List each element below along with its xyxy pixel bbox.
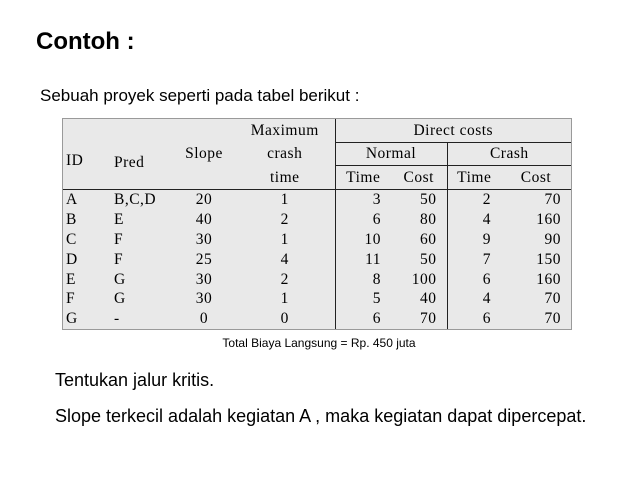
cell-crash-cost: 70	[501, 190, 571, 210]
cell-pred: E	[114, 211, 124, 229]
cell-max-crash-time: 1	[235, 190, 335, 210]
header-normal: Normal	[335, 142, 447, 166]
cell-id: C	[66, 231, 77, 249]
cell-id: G	[66, 310, 78, 328]
table-row	[63, 289, 571, 309]
cell-max-crash-time: 4	[280, 250, 289, 268]
cell-max-crash-time: 2	[280, 270, 289, 288]
table-row	[63, 190, 571, 210]
table-row	[63, 250, 571, 270]
cell-normal-time: 3	[335, 190, 391, 210]
cell-crash-time: 6	[447, 309, 501, 329]
cell-crash-cost: 90	[544, 231, 562, 249]
cell-normal-time: 8	[335, 270, 391, 290]
header-pred: Pred	[114, 154, 145, 172]
cell-crash-cost: 160	[536, 270, 562, 288]
project-table-image	[62, 118, 572, 330]
cell-crash-time: 4	[447, 289, 501, 309]
cell-normal-cost: 60	[420, 231, 437, 249]
cell-normal-cost: 50	[420, 250, 437, 268]
cell-crash-time: 6	[447, 270, 501, 290]
cell-id: A	[63, 190, 111, 210]
header-crash: Crash	[447, 142, 571, 166]
cell-crash-time: 9	[447, 230, 501, 250]
cell-id: E	[66, 270, 76, 288]
table-row	[63, 270, 571, 290]
table-row	[63, 309, 571, 329]
cell-slope: 30	[195, 270, 213, 288]
total-cost-caption: Total Biaya Langsung = Rp. 450 juta	[222, 336, 416, 350]
header-max-line3: time	[269, 168, 300, 186]
cell-slope: 0	[199, 310, 209, 328]
cell-slope: 30	[195, 290, 213, 308]
cell-crash-cost: 150	[536, 250, 562, 268]
intro-text: Sebuah proyek seperti pada tabel berikut :	[40, 86, 360, 105]
header-slope: Slope	[185, 145, 223, 163]
cell-slope: 20	[173, 190, 235, 210]
cell-crash-time: 7	[447, 250, 501, 270]
cell-crash-time: 2	[447, 190, 501, 210]
header-max-line1: Maximum	[250, 121, 319, 139]
cell-normal-time: 6	[335, 210, 391, 230]
cell-normal-time: 11	[335, 250, 391, 270]
cell-slope: 25	[195, 250, 213, 268]
cell-max-crash-time: 1	[280, 290, 289, 308]
cell-normal-cost: 50	[391, 190, 447, 210]
cell-pred: F	[114, 250, 124, 268]
cell-pred: -	[114, 310, 120, 328]
cell-crash-cost: 70	[544, 290, 562, 308]
table-body	[63, 190, 571, 329]
cell-pred: B,C,D	[111, 190, 173, 210]
cell-normal-cost: 40	[420, 290, 437, 308]
cell-id: D	[66, 250, 78, 268]
cell-id: F	[66, 290, 76, 308]
header-crash-time: Time	[447, 166, 501, 190]
cell-normal-time: 5	[335, 289, 391, 309]
cell-pred: G	[114, 270, 126, 288]
header-crash-cost: Cost	[520, 169, 552, 187]
header-direct-costs: Direct costs	[335, 119, 571, 142]
cell-max-crash-time: 1	[280, 231, 289, 249]
header-id: ID	[66, 152, 84, 170]
cell-max-crash-time: 2	[280, 211, 289, 229]
cell-crash-cost: 160	[536, 211, 562, 229]
cell-normal-cost: 100	[411, 270, 437, 288]
note-slope: Slope terkecil adalah kegiatan A , maka kegiatan dapat dipercepat.	[55, 406, 587, 426]
header-normal-cost: Cost	[403, 169, 434, 187]
table-row	[63, 230, 571, 250]
cell-slope: 30	[195, 231, 213, 249]
cell-slope: 40	[195, 211, 213, 229]
header-normal-time: Time	[335, 166, 391, 190]
cell-crash-cost: 70	[544, 310, 562, 328]
cell-pred: G	[114, 290, 126, 308]
cell-normal-time: 6	[335, 309, 391, 329]
header-max-line2: crash	[267, 145, 303, 163]
cell-normal-cost: 80	[420, 211, 437, 229]
cell-crash-time: 4	[447, 210, 501, 230]
project-table	[63, 119, 571, 329]
cell-normal-cost: 70	[420, 310, 437, 328]
cell-normal-time: 10	[335, 230, 391, 250]
cell-id: B	[66, 211, 77, 229]
cell-pred: F	[114, 231, 124, 249]
table-row	[63, 210, 571, 230]
cell-max-crash-time: 0	[280, 310, 289, 328]
note-critical-path: Tentukan jalur kritis.	[55, 370, 215, 390]
slide-title: Contoh :	[36, 28, 135, 55]
